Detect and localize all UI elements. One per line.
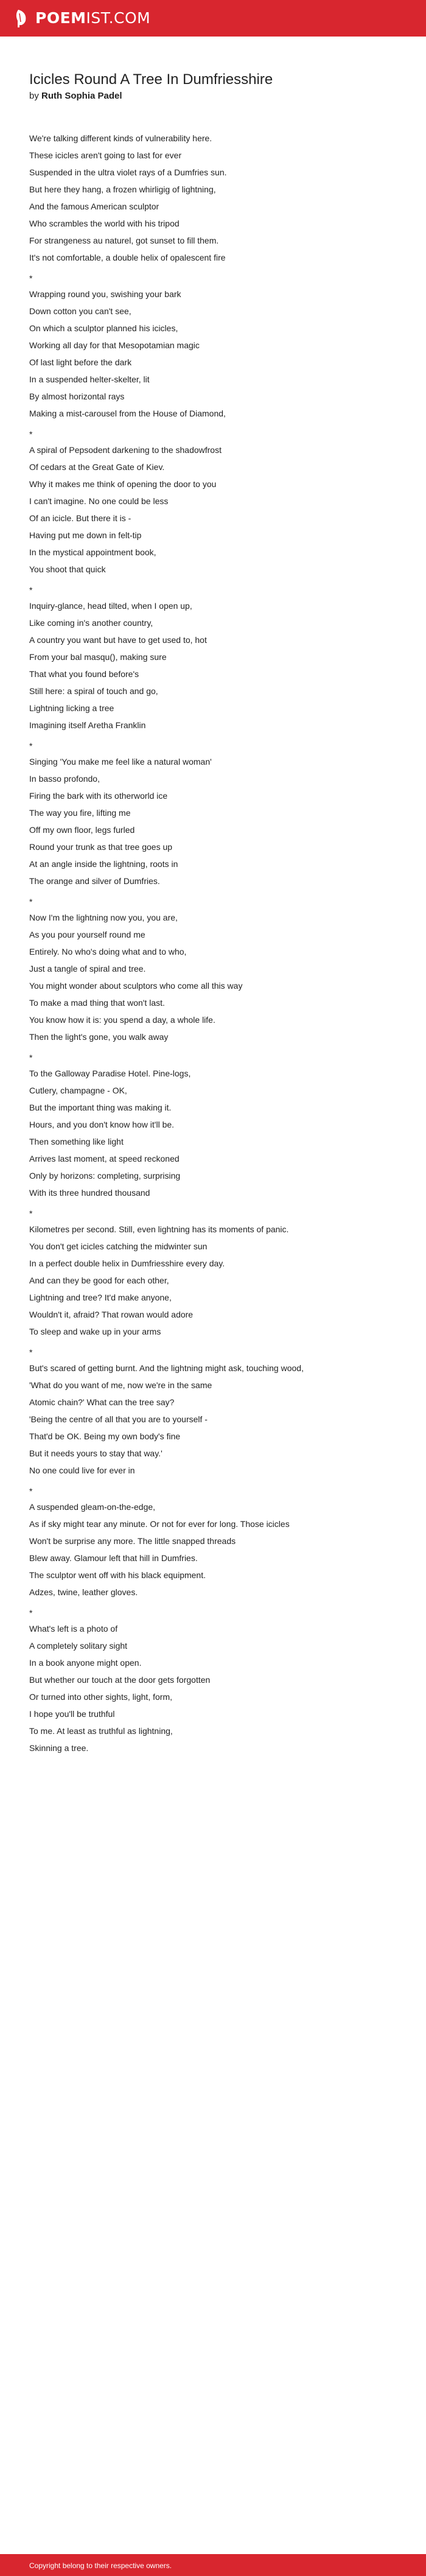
poem-line: Entirely. No who's doing what and to who,	[29, 947, 187, 956]
stanza-gap	[29, 578, 400, 583]
stanza-separator: *	[29, 1347, 33, 1357]
poem-line: 'Being the centre of all that you are to yourself -	[29, 1414, 208, 1424]
poem-line: Won't be surprise any more. The little snapped threads	[29, 1536, 236, 1546]
poem-line: Of last light before the dark	[29, 357, 132, 367]
poem-line: As if sky might tear any minute. Or not for ever for long. Those icicles	[29, 1519, 290, 1529]
logo-text-light: IST.COM	[86, 9, 151, 27]
stanza-gap	[29, 1479, 400, 1484]
poem-line: Then the light's gone, you walk away	[29, 1032, 169, 1042]
poem-line: But's scared of getting burnt. And the lightning might ask, touching wood,	[29, 1363, 304, 1373]
site-logo-text	[35, 9, 150, 28]
poem-line: Then something like light	[29, 1137, 124, 1146]
poem-line: Round your trunk as that tree goes up	[29, 842, 173, 852]
poem-line: Having put me down in felt-tip	[29, 530, 142, 540]
poem-line: Lightning licking a tree	[29, 703, 114, 713]
poem-line: On which a sculptor planned his icicles,	[29, 323, 178, 333]
stanza-gap	[29, 734, 400, 739]
stanza-gap	[29, 1045, 400, 1050]
poem-line: A spiral of Pepsodent darkening to the shadowfrost	[29, 445, 222, 455]
byline-prefix: by	[29, 91, 39, 101]
poem-line: These icicles aren't going to last for ever	[29, 150, 182, 160]
author-link[interactable]: Ruth Sophia Padel	[41, 91, 122, 101]
poem-body	[29, 130, 400, 1757]
stanza-gap	[29, 266, 400, 271]
poem-line: Wrapping round you, swishing your bark	[29, 289, 181, 299]
poem-line: In a book anyone might open.	[29, 1658, 142, 1668]
poem-stanza	[29, 1065, 400, 1201]
poem-line: For strangeness au naturel, got sunset to fill them.	[29, 236, 219, 245]
poem-line: Inquiry-glance, head tilted, when I open up,	[29, 601, 192, 611]
logo-text-bold: POEM	[35, 9, 86, 27]
stanza-separator: *	[29, 1608, 33, 1618]
poem-line: Singing 'You make me feel like a natural woman'	[29, 757, 212, 767]
poem-line: At an angle inside the lightning, roots in	[29, 859, 178, 869]
poem-line: Hours, and you don't know how it'll be.	[29, 1120, 175, 1129]
poem-line: Skinning a tree.	[29, 1743, 89, 1753]
poem-line: Atomic chain?' What can the tree say?	[29, 1397, 175, 1407]
poem-line: In a suspended helter-skelter, lit	[29, 374, 150, 384]
poem-line: But it needs yours to stay that way.'	[29, 1448, 162, 1458]
stanza-separator: *	[29, 585, 33, 595]
stanza-gap	[29, 422, 400, 427]
poem-line: A completely solitary sight	[29, 1641, 128, 1651]
poem-line: To me. At least as truthful as lightning,	[29, 1726, 173, 1736]
poem-line: Working all day for that Mesopotamian magic	[29, 340, 200, 350]
poem-line: That what you found before's	[29, 669, 139, 679]
poem-stanza	[29, 441, 400, 578]
poem-line: To make a mad thing that won't last.	[29, 998, 165, 1008]
poem-line: To sleep and wake up in your arms	[29, 1327, 161, 1336]
poem-line: Wouldn't it, afraid? That rowan would adore	[29, 1310, 194, 1319]
poem-stanza	[29, 286, 400, 422]
poem-line: 'What do you want of me, now we're in the same	[29, 1380, 212, 1390]
poem-line: But whether our touch at the door gets forgotten	[29, 1675, 211, 1685]
poem-line: Or turned into other sights, light, form,	[29, 1692, 172, 1702]
stanza-gap	[29, 890, 400, 894]
poem-line: The orange and silver of Dumfries.	[29, 876, 160, 886]
poem-line: Off my own floor, legs furled	[29, 825, 135, 835]
poem-line: To the Galloway Paradise Hotel. Pine-logs,	[29, 1069, 191, 1078]
poem-line: Making a mist-carousel from the House of Diamond,	[29, 409, 226, 418]
stanza-gap	[29, 1201, 400, 1206]
poem-line: By almost horizontal rays	[29, 391, 125, 401]
stanza-gap	[29, 1601, 400, 1606]
stanza-separator: *	[29, 741, 33, 751]
poem-line: Like coming in's another country,	[29, 618, 153, 628]
poem-line: In the mystical appointment book,	[29, 547, 156, 557]
poem-line: In basso profondo,	[29, 774, 100, 784]
poem-line: But here they hang, a frozen whirligig of lightning,	[29, 184, 216, 194]
poem-line: In a perfect double helix in Dumfriesshire every day.	[29, 1258, 225, 1268]
poem-stanza	[29, 1221, 400, 1340]
poem-line: You shoot that quick	[29, 564, 106, 574]
poem-line: Just a tangle of spiral and tree.	[29, 964, 146, 974]
poem-line: Kilometres per second. Still, even lightning has its moments of panic.	[29, 1224, 289, 1234]
poem-title: Icicles Round A Tree In Dumfriesshire	[29, 71, 273, 88]
poem-line: Why it makes me think of opening the door to you	[29, 479, 217, 489]
stanza-separator: *	[29, 1486, 33, 1496]
poem-stanza	[29, 753, 400, 890]
poem-line: You don't get icicles catching the midwinter sun	[29, 1241, 208, 1251]
poem-line: With its three hundred thousand	[29, 1188, 150, 1198]
poem-line: Cutlery, champagne - OK,	[29, 1086, 127, 1095]
feather-quill-icon	[13, 9, 30, 28]
poem-line: From your bal masqu(), making sure	[29, 652, 167, 662]
stanza-separator: *	[29, 1209, 33, 1218]
poem-line: But the important thing was making it.	[29, 1103, 172, 1112]
poem-line: Of cedars at the Great Gate of Kiev.	[29, 462, 165, 472]
site-logo[interactable]	[13, 9, 150, 28]
poem-line: Now I'm the lightning now you, you are,	[29, 913, 178, 922]
poem-line: Imagining itself Aretha Franklin	[29, 720, 146, 730]
poem-stanza	[29, 1498, 400, 1601]
poem-line: I can't imagine. No one could be less	[29, 496, 169, 506]
site-header	[0, 0, 426, 37]
poem-line: Still here: a spiral of touch and go,	[29, 686, 158, 696]
poem-stanza	[29, 597, 400, 734]
site-footer	[0, 2554, 426, 2576]
poem-line: Who scrambles the world with his tripod	[29, 219, 180, 228]
poem-line: Blew away. Glamour left that hill in Dumfries.	[29, 1553, 198, 1563]
poem-byline	[29, 90, 122, 102]
copyright-notice: Copyright belong to their respective owners.	[29, 2561, 172, 2570]
poem-line: Suspended in the ultra violet rays of a Dumfries sun.	[29, 167, 227, 177]
poem-stanza	[29, 1360, 400, 1479]
poem-line: That'd be OK. Being my own body's fine	[29, 1431, 181, 1441]
poem-line: It's not comfortable, a double helix of opalescent fire	[29, 253, 226, 262]
poem-line: Lightning and tree? It'd make anyone,	[29, 1293, 172, 1302]
poem-line: Only by horizons: completing, surprising	[29, 1171, 181, 1181]
poem-line: As you pour yourself round me	[29, 930, 145, 939]
stanza-separator: *	[29, 273, 33, 283]
poem-line: A suspended gleam-on-the-edge,	[29, 1502, 156, 1512]
poem-stanza	[29, 909, 400, 1045]
poem-line: You might wonder about sculptors who come all this way	[29, 981, 243, 991]
poem-line: Of an icicle. But there it is -	[29, 513, 131, 523]
poem-line: Down cotton you can't see,	[29, 306, 131, 316]
poem-line: A country you want but have to get used to, hot	[29, 635, 207, 645]
poem-stanza	[29, 130, 400, 266]
stanza-separator: *	[29, 429, 33, 439]
poem-line: I hope you'll be truthful	[29, 1709, 115, 1719]
poem-line: The way you fire, lifting me	[29, 808, 131, 818]
poem-line: What's left is a photo of	[29, 1624, 118, 1634]
poem-line: We're talking different kinds of vulnerability here.	[29, 133, 212, 143]
poem-line: No one could live for ever in	[29, 1465, 135, 1475]
stanza-gap	[29, 1340, 400, 1345]
poem-stanza	[29, 1620, 400, 1757]
stanza-separator: *	[29, 897, 33, 907]
stanza-separator: *	[29, 1053, 33, 1062]
poem-line: Arrives last moment, at speed reckoned	[29, 1154, 180, 1163]
poem-line: Adzes, twine, leather gloves.	[29, 1587, 138, 1597]
poem-line: You know how it is: you spend a day, a whole life.	[29, 1015, 215, 1025]
poem-line: The sculptor went off with his black equipment.	[29, 1570, 206, 1580]
poem-line: And can they be good for each other,	[29, 1276, 169, 1285]
poem-line: Firing the bark with its otherworld ice	[29, 791, 168, 801]
poem-line: And the famous American sculptor	[29, 202, 159, 211]
